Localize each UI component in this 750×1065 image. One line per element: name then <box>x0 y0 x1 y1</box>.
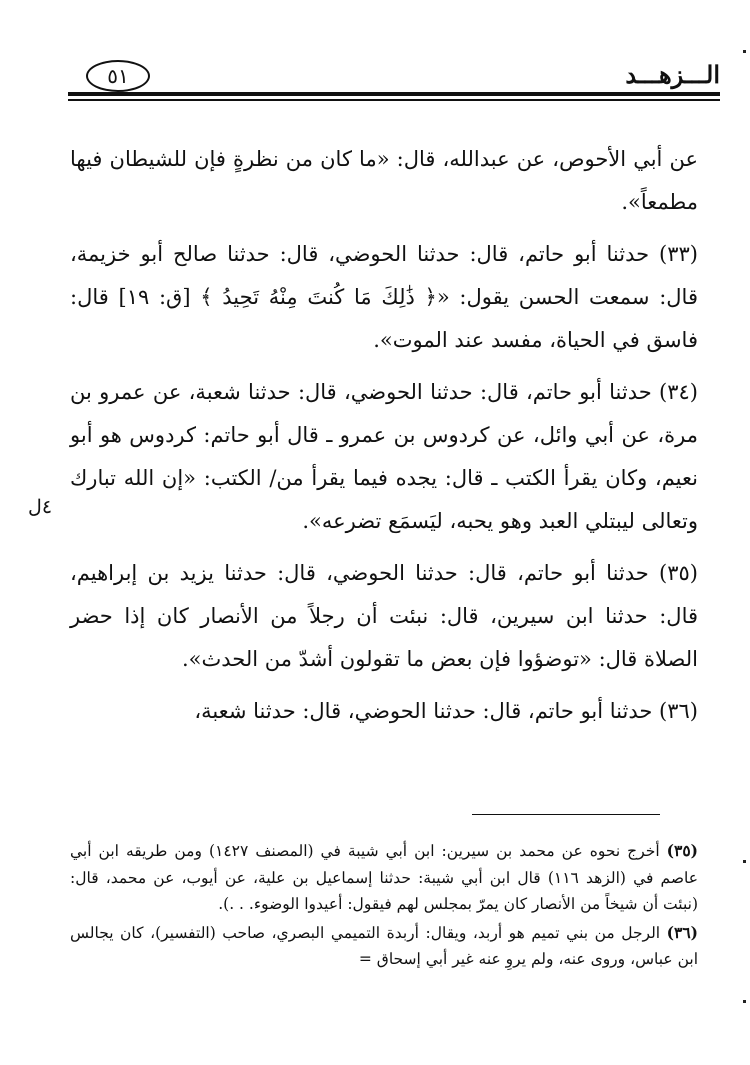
header-rule-thick <box>68 92 720 96</box>
footnote <box>70 838 698 918</box>
paragraph: (٣٥) حدثنا أبو حاتم، قال: حدثنا الحوضي، قال: حدثنا يزيد بن إبراهيم، قال: حدثنا ابن سيرين، قال: نبئت أن رجلاً من الأنصار كان إذا حضر الصلاة قال: «توضؤوا فإن بعض ما تقولون أشدّ من الحدث». <box>70 561 698 671</box>
page-number: ٥١ <box>86 60 150 92</box>
footnote <box>70 920 698 973</box>
main-text <box>70 138 698 742</box>
footnote-text: أخرج نحوه عن محمد بن سيرين: ابن أبي شيبة في (المصنف ١٤٢٧) ومن طريقه ابن أبي عاصم في (الزهد ١١٦) قال ابن أبي شيبة: حدثنا إسماعيل بن علية، عن أيوب، عن محمد، قال: (نبئت أن شيخاً من الأنصار كان يمرّ بمجلس لهم فيقول: أعيدوا الوضوء. . .). <box>70 842 698 913</box>
scan-edge-mark <box>743 50 746 53</box>
scan-edge-mark <box>743 1000 746 1003</box>
scan-edge-mark <box>743 860 746 863</box>
footnote-separator <box>472 814 660 815</box>
running-title: الـــزهـــد <box>625 60 720 89</box>
header-rule-thin <box>68 99 720 101</box>
manuscript-folio-note: ٤ل <box>28 496 53 518</box>
footnote-text: الرجل من بني تميم هو أربد، ويقال: أربدة التميمي البصري، صاحب (التفسير)، كان يجالس ابن عباس، وروى عنه، ولم يروِ عنه غير أبي إسحاق = <box>70 923 698 968</box>
paragraph: (٣٣) حدثنا أبو حاتم، قال: حدثنا الحوضي، قال: حدثنا صالح أبو خزيمة، قال: سمعت الحسن يقول: «﴿ ذَٰلِكَ مَا كُنتَ مِنْهُ تَحِيدُ ﴾ [ق: ١٩] قال: فاسق في الحياة، مفسد عند الموت». <box>70 242 698 352</box>
footnotes <box>70 838 698 975</box>
footnote-number: (٣٥) <box>666 841 698 860</box>
footnote-number: (٣٦) <box>666 922 698 942</box>
page-header <box>68 54 720 98</box>
paragraph: (٣٤) حدثنا أبو حاتم، قال: حدثنا الحوضي، قال: حدثنا شعبة، عن عمرو بن مرة، عن أبي وائل، عن كردوس بن عمرو ـ قال أبو حاتم: كردوس هو أبو نعيم، وكان يقرأ الكتب ـ قال: يجده فيما يقرأ من/ الكتب: «إن الله تبارك وتعالى ليبتلي العبد وهو يحبه، ليَسمَع تضرعه». <box>70 380 698 533</box>
paragraph: عن أبي الأحوص، عن عبدالله، قال: «ما كان من نظرةٍ فإن للشيطان فيها مطمعاً». <box>70 147 698 214</box>
paragraph: (٣٦) حدثنا أبو حاتم، قال: حدثنا الحوضي، قال: حدثنا شعبة، <box>194 699 698 723</box>
